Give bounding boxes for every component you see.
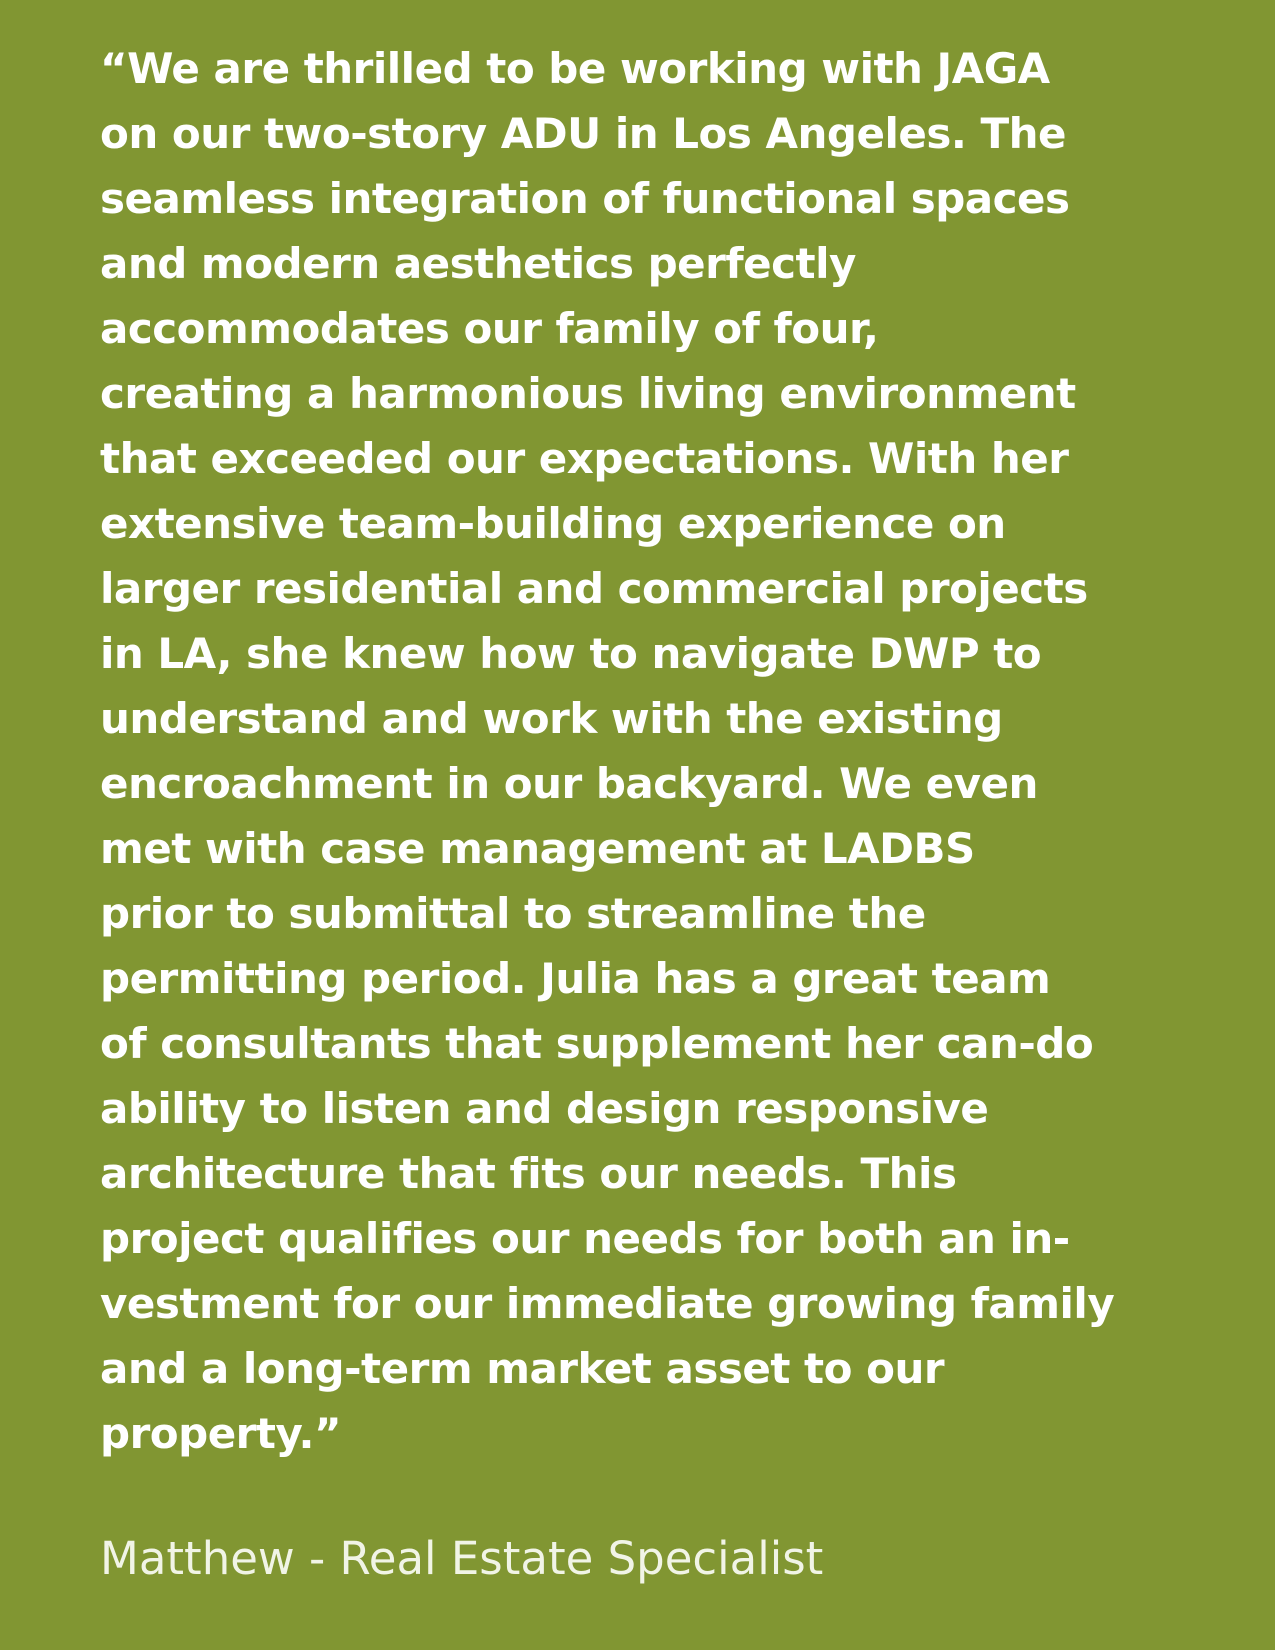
quote-line: seamless integration of functional spaces — [100, 174, 1070, 223]
quote-line: in LA, she knew how to navigate DWP to — [100, 629, 1042, 678]
quote-line: vestment for our immediate growing family — [100, 1279, 1115, 1328]
testimonial-quote — [100, 36, 1200, 1466]
quote-line: ability to listen and design responsive — [100, 1084, 989, 1133]
quote-line: and modern aesthetics perfectly — [100, 239, 856, 288]
quote-line: met with case management at LADBS — [100, 824, 975, 873]
quote-line: “We are thrilled to be working with JAGA — [100, 44, 1050, 93]
quote-line: prior to submittal to streamline the — [100, 889, 926, 938]
quote-line: accommodates our family of four, — [100, 304, 879, 353]
quote-line: of consultants that supplement her can-do — [100, 1019, 1094, 1068]
quote-line: permitting period. Julia has a great team — [100, 954, 1051, 1003]
quote-line: architecture that fits our needs. This — [100, 1149, 957, 1198]
quote-line: encroachment in our backyard. We even — [100, 759, 1038, 808]
quote-line: property.” — [100, 1409, 342, 1458]
quote-line: project qualifies our needs for both an in- — [100, 1214, 1070, 1263]
testimonial-attribution: Matthew - Real Estate Specialist — [100, 1532, 824, 1585]
quote-line: and a long-term market asset to our — [100, 1344, 945, 1393]
quote-line: understand and work with the existing — [100, 694, 1003, 743]
quote-line: that exceeded our expectations. With her — [100, 434, 1069, 483]
quote-line: creating a harmonious living environment — [100, 369, 1076, 418]
quote-line: extensive team-building experience on — [100, 499, 1006, 548]
quote-line: on our two-story ADU in Los Angeles. The — [100, 109, 1066, 158]
quote-line: larger residential and commercial projects — [100, 564, 1088, 613]
